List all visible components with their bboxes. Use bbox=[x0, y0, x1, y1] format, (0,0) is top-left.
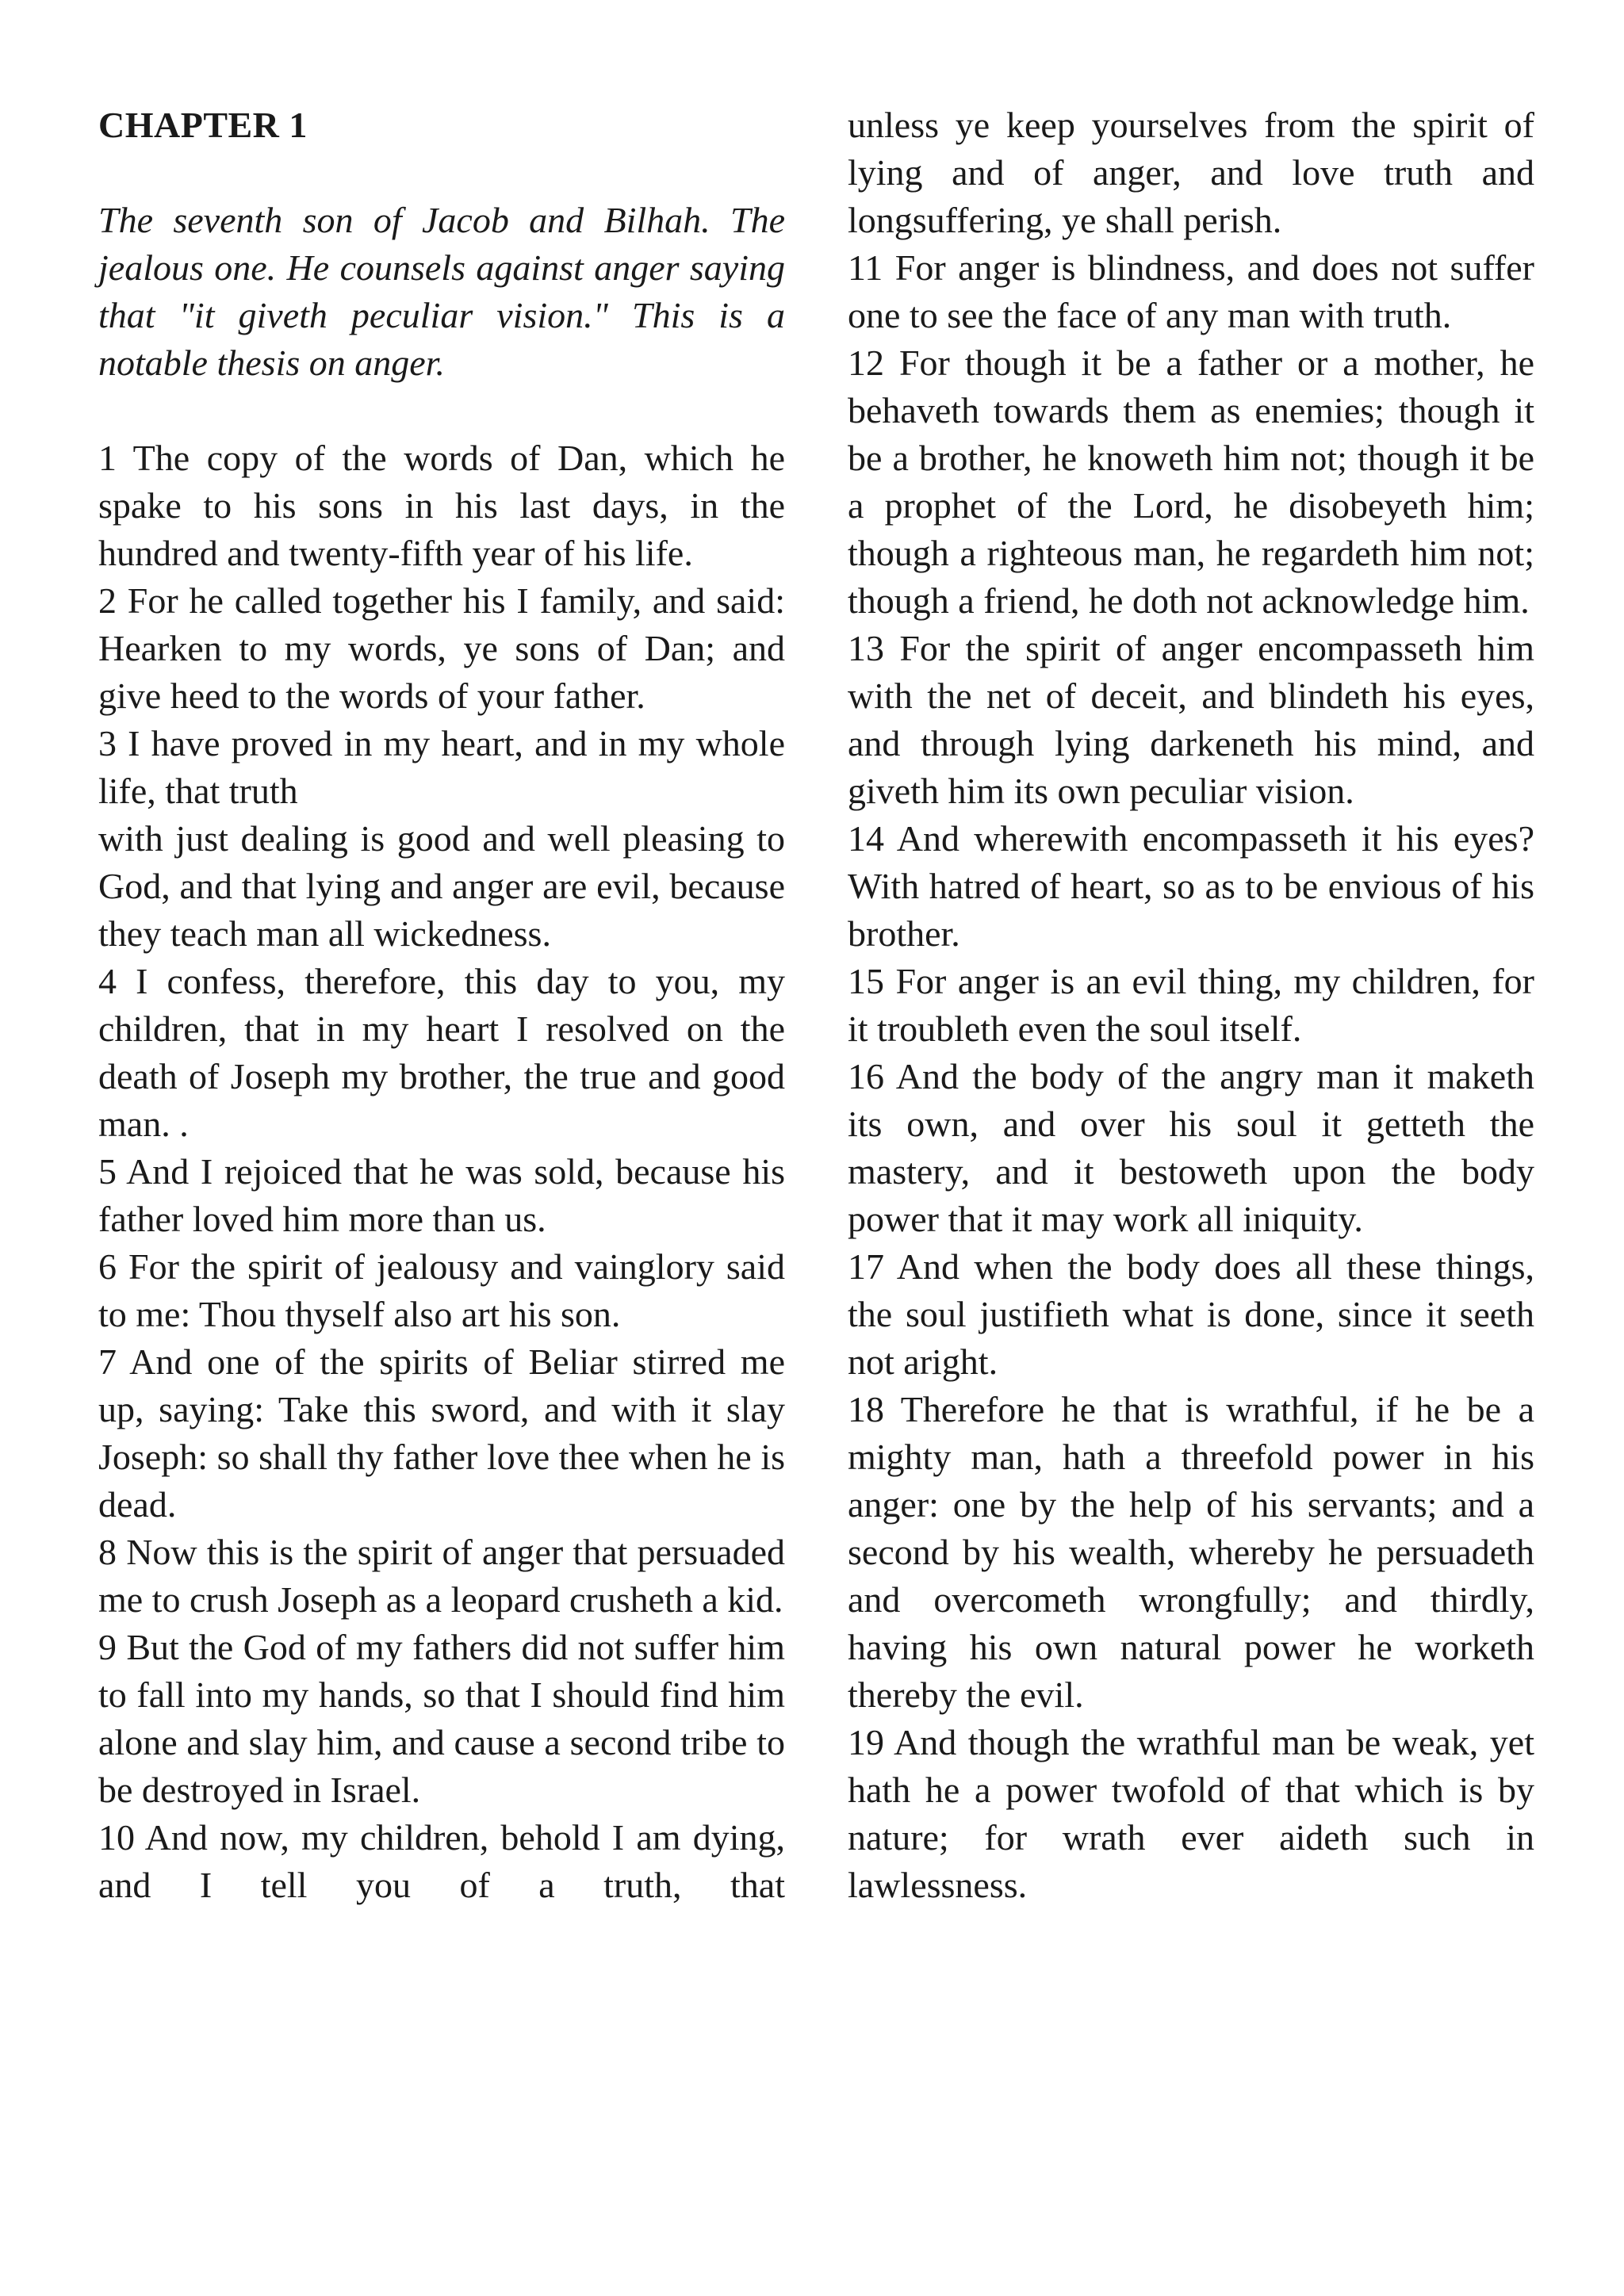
verse-12: 12 For though it be a father or a mother, he behaveth towards them as enemies; though it be a brother, he knoweth him not; though it be a prophet of the Lord, he disobeyeth him; though a righteous man, he regardeth him not; though a friend, he doth not acknowledge him. bbox=[848, 342, 1534, 621]
verse-10-continued: unless ye keep yourselves from the spirit of lying and of anger, and love truth and longsuffering, ye shall perish. bbox=[848, 105, 1534, 240]
verse-3: 3 I have proved in my heart, and in my whole life, that truth bbox=[98, 723, 785, 811]
verse-17: 17 And when the body does all these things, the soul justifieth what is done, since it seeth not aright. bbox=[848, 1246, 1534, 1382]
right-column bbox=[848, 101, 1534, 1909]
verse-8: 8 Now this is the spirit of anger that persuaded me to crush Joseph as a leopard crusheth a kid. bbox=[98, 1532, 785, 1620]
verse-13: 13 For the spirit of anger encompasseth him with the net of deceit, and blindeth his eyes, and through lying darkeneth his mind, and giveth him its own peculiar vision. bbox=[848, 628, 1534, 811]
verse-2: 2 For he called together his I family, and said: Hearken to my words, ye sons of Dan; and give heed to the words of your father. bbox=[98, 580, 785, 716]
verse-10: 10 And now, my children, behold I am dying, and I tell you of a truth, that bbox=[98, 1817, 785, 1905]
verse-6: 6 For the spirit of jealousy and vainglory said to me: Thou thyself also art his son. bbox=[98, 1246, 785, 1334]
verse-7: 7 And one of the spirits of Beliar stirred me up, saying: Take this sword, and with it slay Joseph: so shall thy father love thee when he is dead. bbox=[98, 1341, 785, 1525]
chapter-title: CHAPTER 1 bbox=[98, 105, 308, 145]
verse-9: 9 But the God of my fathers did not suffer him to fall into my hands, so that I should find him alone and slay him, and cause a second tribe to be destroyed in Israel. bbox=[98, 1627, 785, 1810]
verse-14: 14 And wherewith encompasseth it his eyes? With hatred of heart, so as to be envious of his brother. bbox=[848, 818, 1534, 954]
chapter-summary: The seventh son of Jacob and Bilhah. The jealous one. He counsels against anger saying that "it giveth peculiar vision." This is a notable thesis on anger. bbox=[98, 200, 785, 383]
verse-1: 1 The copy of the words of Dan, which he spake to his sons in his last days, in the hundred and twenty-fifth year of his life. bbox=[98, 438, 785, 573]
verse-15: 15 For anger is an evil thing, my children, for it troubleth even the soul itself. bbox=[848, 961, 1534, 1049]
verse-16: 16 And the body of the angry man it maketh its own, and over his soul it getteth the mastery, and it bestoweth upon the body power that it may work all iniquity. bbox=[848, 1056, 1534, 1239]
verse-19: 19 And though the wrathful man be weak, yet hath he a power twofold of that which is by nature; for wrath ever aideth such in lawlessness. bbox=[848, 1722, 1534, 1905]
verse-3-continued: with just dealing is good and well pleasing to God, and that lying and anger are evil, because they teach man all wickedness. bbox=[98, 818, 785, 954]
verse-5: 5 And I rejoiced that he was sold, because his father loved him more than us. bbox=[98, 1151, 785, 1239]
left-column bbox=[98, 101, 785, 1909]
verse-18: 18 Therefore he that is wrathful, if he be a mighty man, hath a threefold power in his anger: one by the help of his servants; and a second by his wealth, whereby he persuadeth and overcometh wrongfully; and thirdly, having his own natural power he worketh thereby the evil. bbox=[848, 1389, 1534, 1715]
verse-11: 11 For anger is blindness, and does not suffer one to see the face of any man with truth. bbox=[848, 247, 1534, 335]
verse-4: 4 I confess, therefore, this day to you, my children, that in my heart I resolved on the death of Joseph my brother, the true and good man. . bbox=[98, 961, 785, 1144]
